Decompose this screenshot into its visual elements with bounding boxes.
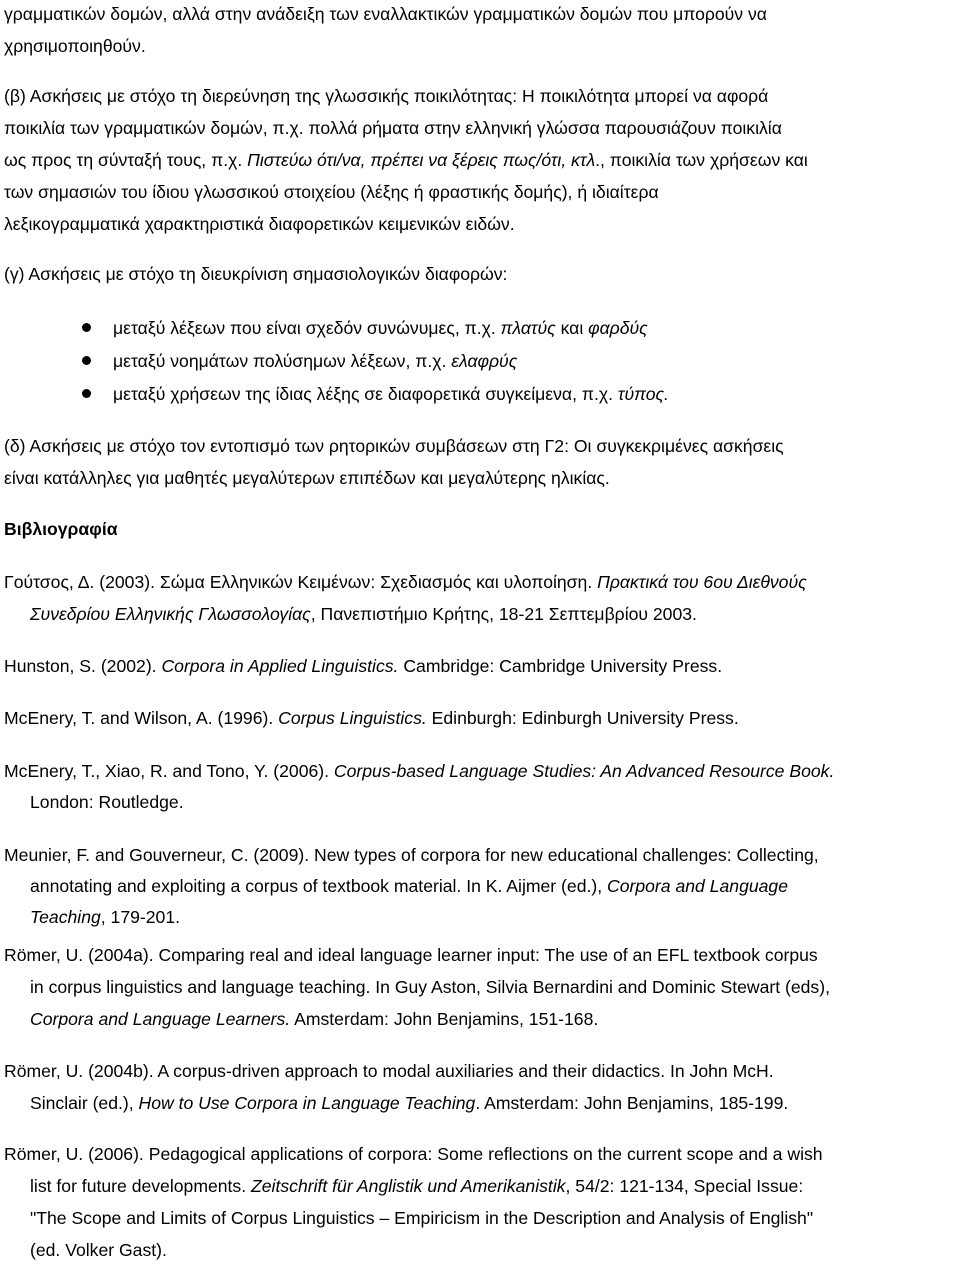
text: Römer, U. (2004a). Comparing real and ideal language learner input: The use of an EFL textbook corpus: [4, 945, 818, 965]
heading-text: Βιβλιογραφία: [4, 519, 118, 539]
source-title: Corpus-based Language Studies: An Advanced Resource Book.: [333, 761, 835, 781]
source-title: Teaching: [30, 907, 101, 927]
reference-entry-cont: [30, 1202, 813, 1234]
text: γραμματικών δομών, αλλά στην ανάδειξη των εναλλακτικών γραμματικών δομών που μπορούν να: [4, 4, 767, 24]
text: Sinclair (ed.),: [30, 1093, 139, 1113]
bullet-text: [113, 312, 648, 344]
reference-entry: [4, 702, 739, 734]
text: λεξικογραμματικά χαρακτηριστικά διαφορετικών κειμενικών ειδών.: [4, 214, 515, 234]
text: ως προς τη σύνταξή τους, π.χ.: [4, 150, 248, 170]
section-c-intro: [4, 258, 507, 290]
text: Hunston, S. (2002).: [4, 656, 162, 676]
text: London: Routledge.: [30, 792, 184, 812]
text: list for future developments.: [30, 1176, 252, 1196]
text: είναι κατάλληλες για μαθητές μεγαλύτερων επιπέδων και μεγαλύτερης ηλικίας.: [4, 468, 610, 488]
text: μεταξύ λέξεων που είναι σχεδόν συνώνυμες, π.χ.: [113, 318, 501, 338]
reference-entry-cont: [30, 1003, 598, 1035]
source-title: How to Use Corpora in Language Teaching: [138, 1093, 476, 1113]
reference-entry-cont: [30, 870, 788, 902]
text: Römer, U. (2004b). A corpus-driven approach to modal auxiliaries and their didactics. In John McH.: [4, 1061, 774, 1081]
text: , Πανεπιστήμιο Κρήτης, 18-21 Σεπτεμβρίου 2003.: [310, 604, 697, 624]
reference-entry-cont: [30, 786, 184, 818]
text: Cambridge: Cambridge University Press.: [398, 656, 723, 676]
text: (γ) Ασκήσεις με στόχο τη διευκρίνιση σημασιολογικών διαφορών:: [4, 264, 508, 284]
text: , 54/2: 121-134, Special Issue:: [565, 1176, 804, 1196]
section-b-line: [4, 176, 659, 208]
reference-entry: [4, 839, 819, 871]
text: Meunier, F. and Gouverneur, C. (2009). New types of corpora for new educational challenges: Collecting,: [4, 845, 819, 865]
source-title: Corpus Linguistics.: [278, 708, 427, 728]
bibliography-heading: [4, 513, 118, 545]
text: Römer, U. (2006). Pedagogical applications of corpora: Some reflections on the current scope and a wish: [4, 1144, 823, 1164]
section-d-line: [4, 462, 610, 494]
source-title: Corpora and Language: [607, 876, 788, 896]
text: μεταξύ νοημάτων πολύσημων λέξεων, π.χ.: [113, 351, 452, 371]
reference-entry: [4, 939, 818, 971]
reference-entry-cont: [30, 971, 830, 1003]
section-b-line: [4, 112, 782, 144]
source-title: Corpora and Language Learners.: [30, 1009, 291, 1029]
source-title: Συνεδρίου Ελληνικής Γλωσσολογίας: [30, 604, 311, 624]
reference-entry-cont: [30, 901, 180, 933]
source-title: Corpora in Applied Linguistics.: [161, 656, 399, 676]
text: McEnery, T. and Wilson, A. (1996).: [4, 708, 279, 728]
bullet-icon: [82, 389, 91, 398]
reference-entry: [4, 1138, 823, 1170]
source-title: Πρακτικά του 6ου Διεθνούς: [597, 572, 807, 592]
reference-entry-cont: [30, 1087, 788, 1119]
text: . Amsterdam: John Benjamins, 185-199.: [475, 1093, 789, 1113]
source-title: Zeitschrift für Anglistik und Amerikanistik: [251, 1176, 566, 1196]
example-italic: τύπος.: [617, 384, 669, 404]
bullet-text: [113, 378, 669, 410]
reference-entry-cont: [30, 1234, 167, 1266]
text: Edinburgh: Edinburgh University Press.: [426, 708, 739, 728]
section-b-line: [4, 208, 515, 240]
text: Γούτσος, Δ. (2003). Σώμα Ελληνικών Κειμένων: Σχεδιασμός και υλοποίηση.: [4, 572, 598, 592]
reference-entry-cont: [30, 1170, 803, 1202]
paragraph-line: [4, 30, 146, 62]
text: και: [555, 318, 589, 338]
text: in corpus linguistics and language teaching. In Guy Aston, Silvia Bernardini and Dominic Stewart (eds),: [30, 977, 830, 997]
text: χρησιμοποιηθούν.: [4, 36, 146, 56]
text: (ed. Volker Gast).: [30, 1240, 167, 1260]
bullet-icon: [82, 323, 91, 332]
section-d-line: [4, 430, 784, 462]
text: , 179-201.: [100, 907, 180, 927]
reference-entry: [4, 755, 834, 787]
text: των σημασιών του ίδιου γλωσσικού στοιχείου (λέξης ή φραστικής δομής), ή ιδιαίτερα: [4, 182, 659, 202]
text: μεταξύ χρήσεων της ίδιας λέξης σε διαφορετικά συγκείμενα, π.χ.: [113, 384, 618, 404]
example-italic: πλατύς: [500, 318, 556, 338]
text: McEnery, T., Xiao, R. and Tono, Y. (2006).: [4, 761, 334, 781]
reference-entry: [4, 566, 807, 598]
bullet-text: [113, 345, 517, 377]
example-italic: Πιστεύω ότι/να, πρέπει να ξέρεις πως/ότι, κτλ: [247, 150, 596, 170]
paragraph-line: [4, 0, 767, 30]
text: ., ποικιλία των χρήσεων και: [595, 150, 808, 170]
reference-entry: [4, 1055, 774, 1087]
text: (δ) Ασκήσεις με στόχο τον εντοπισμό των ρητορικών συμβάσεων στη Γ2: Οι συγκεκριμένες ασκήσεις: [4, 436, 784, 456]
text: (β) Ασκήσεις με στόχο τη διερεύνηση της γλωσσικής ποικιλότητας: Η ποικιλότητα μπορεί να αφορά: [4, 86, 769, 106]
reference-entry: [4, 650, 722, 682]
section-b-line: [4, 80, 768, 112]
example-italic: ελαφρύς: [451, 351, 518, 371]
text: ποικιλία των γραμματικών δομών, π.χ. πολλά ρήματα στην ελληνική γλώσσα παρουσιάζουν ποικιλία: [4, 118, 782, 138]
text: Amsterdam: John Benjamins, 151-168.: [290, 1009, 599, 1029]
text: annotating and exploiting a corpus of textbook material. In K. Aijmer (ed.),: [30, 876, 608, 896]
reference-entry-cont: [30, 598, 697, 630]
example-italic: φαρδύς: [588, 318, 648, 338]
text: "The Scope and Limits of Corpus Linguistics – Empiricism in the Description and Analysis of English": [30, 1208, 814, 1228]
bullet-icon: [82, 356, 91, 365]
section-b-line: [4, 144, 808, 176]
